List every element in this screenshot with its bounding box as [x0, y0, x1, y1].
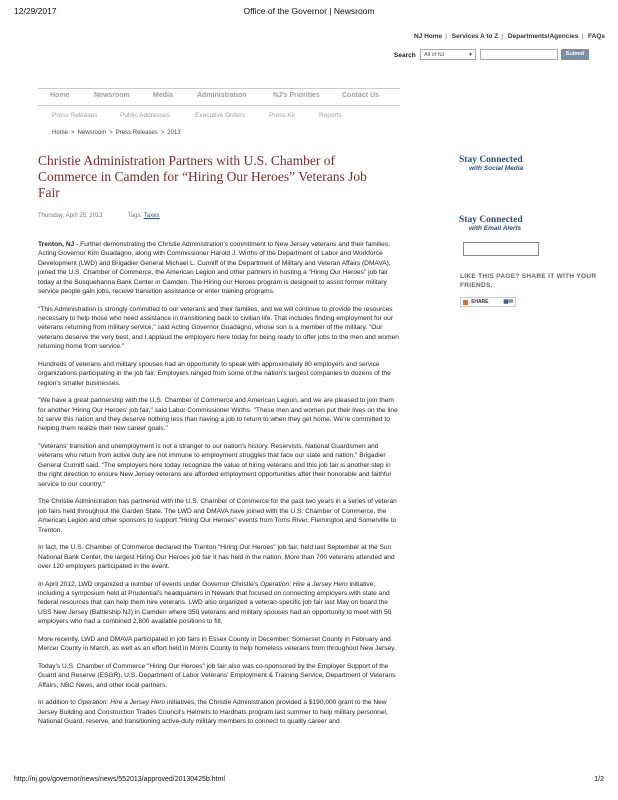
- paragraph-text: initiative, including a symposium held at Prudential's headquarters in Newark that focused on connecting employers with state and federal resources that can help them hire veterans. LWD also organized a veteran-specific job fair last May on board the USS New Jersey (Battleship NJ) in Camden where 350 veterans and military spouses had an opportunity to meet with 50 employers who had a combined 2,800 available positions to fill.: [38, 580, 392, 626]
- paragraph: [38, 580, 400, 627]
- nav-contact[interactable]: Contact Us: [342, 92, 379, 99]
- email-alerts-widget: [459, 215, 599, 232]
- search-bar: [380, 49, 610, 63]
- breadcrumb-newsroom[interactable]: Newsroom: [77, 130, 107, 136]
- subnav-press-kit[interactable]: Press Kit: [269, 112, 296, 119]
- subnav-public-addresses[interactable]: Public Addresses: [120, 112, 170, 119]
- breadcrumb-sep: >: [109, 130, 113, 136]
- email-widget-subtitle: with Email Alerts: [469, 225, 522, 232]
- paragraph: Today's U.S. Chamber of Commerce "Hiring Our Heroes" job fair also was co-sponsored by the Employer Support of the Guard and Reserve (ESGR), U.S. Department of Labor Veterans' Employment & Training Service, Department of Veterans Affairs, NBC News, and other local partners.: [38, 662, 396, 689]
- paragraph-text: - Further demonstrating the Christie Administration's commitment to New Jersey veterans and their families, Acting Governor Kim Guadagno, along with Commissioner Harold J. Wirths of the Department of Labor and Workforce Development (LWD) and Brigadier General Michael L. Cunniff of the Department of Military and Veteran Affairs (DMAVA), joined the U.S. Chamber of Commerce, the American Legion and other partners in hosting a "Hiring Our Heroes" job fair today at the Susquehanna Bank Center in Camden. The Hiring our Heroes program is designed to assist former military service people gain jobs, receive transition assistance or enter training programs.: [38, 241, 391, 296]
- article-date: Thursday, April 25, 2013: [38, 213, 103, 219]
- nav-newsroom[interactable]: Newsroom: [94, 92, 130, 99]
- util-link-nj-home[interactable]: NJ Home: [413, 33, 443, 40]
- paragraph-text: In addition to: [38, 699, 78, 707]
- breadcrumb-press-releases[interactable]: Press Releases: [115, 130, 158, 136]
- tag-link[interactable]: Taxes: [143, 213, 160, 219]
- subnav-executive-orders[interactable]: Executive Orders: [195, 112, 245, 119]
- paragraph: [38, 698, 400, 726]
- nav-home[interactable]: Home: [50, 92, 70, 99]
- search-submit-button[interactable]: Submit: [561, 49, 589, 60]
- social-media-widget[interactable]: [459, 155, 599, 172]
- nav-administration[interactable]: Administration: [197, 92, 247, 99]
- print-title: Office of the Governor | Newsroom: [243, 6, 375, 16]
- paragraph: More recently, LWD and DMAVA participated in job fairs in Essex County in December, Somerset County in February and Mercer County in March, as well as an effort held in Morris County to help homeless veterans from throughout New Jersey.: [38, 635, 396, 653]
- email-input[interactable]: [463, 242, 539, 256]
- main-nav: [38, 88, 400, 106]
- util-link-services[interactable]: Services A to Z: [451, 33, 499, 40]
- breadcrumb-sep: >: [71, 130, 75, 136]
- tags-label: Tags:: [127, 213, 143, 219]
- subnav-reports[interactable]: Reports: [319, 112, 342, 119]
- util-link-faqs[interactable]: FAQs: [588, 33, 605, 40]
- chevron-down-icon: ▼: [468, 52, 473, 58]
- dateline: Trenton, NJ: [38, 241, 75, 248]
- breadcrumb-year[interactable]: 2013: [167, 130, 181, 136]
- utility-nav: NJ Home | Services A to Z | Departments/Agencies | FAQs: [411, 33, 608, 40]
- paragraph: "We have a great partnership with the U.S. Chamber of Commerce and American Legion, and we are pleased to join them for another 'Hiring Our Heroes' job fair," said Labor Commissioner Wirths. "These men and women put their lives on the line to serve this nation and they deserve nothing less than having a job to return to when they get home. We're committed to helping them realize their new career goals.": [38, 397, 398, 433]
- initiative-name: Operation: Hire a Jersey Hero: [260, 580, 348, 588]
- share-label: SHARE: [471, 299, 489, 305]
- nav-media[interactable]: Media: [153, 92, 173, 99]
- initiative-name: Operation: Hire a Jersey Hero: [77, 699, 166, 707]
- nav-priorities[interactable]: NJ's Priorities: [273, 92, 320, 99]
- paragraph: [38, 240, 400, 296]
- share-button[interactable]: [460, 297, 516, 307]
- article-body: [38, 240, 400, 735]
- print-footer: [14, 776, 604, 783]
- paragraph: "Veterans' transition and unemployment is not a stranger to our nation's history. Reservists, National Guardsmen and veterans who return from active duty are not immune to employment struggles that face our state and nation," Brigadier General Cunniff said. "The employers here today recognize the value of hiring veterans and this job fair is another step in the right direction to ensure New Jersey veterans are afforded employment opportunities after their honorable and faithful service to our country.": [38, 443, 391, 488]
- social-icons: ▦✉: [503, 299, 513, 305]
- paragraph: The Christie Administration has partnered with the U.S. Chamber of Commerce for the past two years in a series of veteran job fairs held throughout the Garden State. The LWD and DMAVA have joined with the U.S. Chamber of Commerce, the American Legion and other sponsors to support "Hiring Our Heroes" events from Toms River, Flemington and Somerville to Trenton.: [38, 498, 397, 534]
- paragraph: "This Administration is strongly committed to our veterans and their families, and we will continue to provide the resources necessary to help those who need assistance in transitioning back to civilian life. That includes finding employment for our veterans returning from military service," said Acting Governor Guadagno, whose son is a member of the military. "Our veterans deserve the very best, and I applaud the employers here today for being ready to offer jobs to the men and women returning home from service.": [38, 305, 399, 351]
- email-widget-title: Stay Connected: [459, 215, 523, 225]
- page-url: http://nj.gov/governor/news/news/552013/approved/20130425b.html: [14, 776, 225, 783]
- print-header: [14, 6, 604, 20]
- search-input[interactable]: [480, 49, 558, 60]
- share-icon: [463, 300, 468, 305]
- article-meta: [38, 213, 159, 219]
- util-link-departments[interactable]: Departments/Agencies: [507, 33, 579, 40]
- social-widget-title: Stay Connected: [459, 155, 523, 165]
- print-date: 12/29/2017: [14, 6, 57, 16]
- subnav-press-releases[interactable]: Press Releases: [52, 112, 98, 119]
- paragraph-text: In April 2012, LWD organized a number of events under Governor Christie's: [38, 580, 261, 588]
- breadcrumb-home[interactable]: Home: [52, 130, 69, 136]
- sub-nav: [38, 112, 400, 124]
- search-scope-value: All of NJ: [424, 52, 445, 58]
- page-number: 1/2: [594, 776, 604, 783]
- paragraph: In fact, the U.S. Chamber of Commerce declared the Trenton "Hiring Our Heroes" job fair, held last September at the Sun National Bank Center, the largest Hiring Our Heroes job fair it has held in the nation. More than 700 veterans attended and over 120 employers participated in the event.: [38, 544, 395, 570]
- social-widget-subtitle: with Social Media: [469, 165, 524, 172]
- share-prompt: LIKE THIS PAGE? SHARE IT WITH YOUR FRIENDS.: [460, 273, 597, 289]
- search-label: Search: [394, 52, 416, 59]
- page-title: Christie Administration Partners with U.S. Chamber of Commerce in Camden for “Hiring Our Heroes” Veterans Job Fair: [38, 153, 367, 200]
- paragraph: Hundreds of veterans and military spouses had an opportunity to speak with approximately 80 employers and service organizations participating in the job fair. Employers ranged from some of the nation's largest companies to dozens of the region's smaller businesses.: [38, 360, 391, 387]
- breadcrumb: [52, 130, 184, 136]
- breadcrumb-sep: >: [160, 130, 165, 136]
- paragraph-text: initiatives, the Christie Administration provided a $190,000 grant to the New Jersey Building and Construction Trades Council's Helmets to Hardhats program last summer to help military personnel, National Guard, reserve, and transitioning active-duty military members to connect to quality career and: [38, 699, 388, 725]
- search-scope-select[interactable]: [420, 49, 476, 60]
